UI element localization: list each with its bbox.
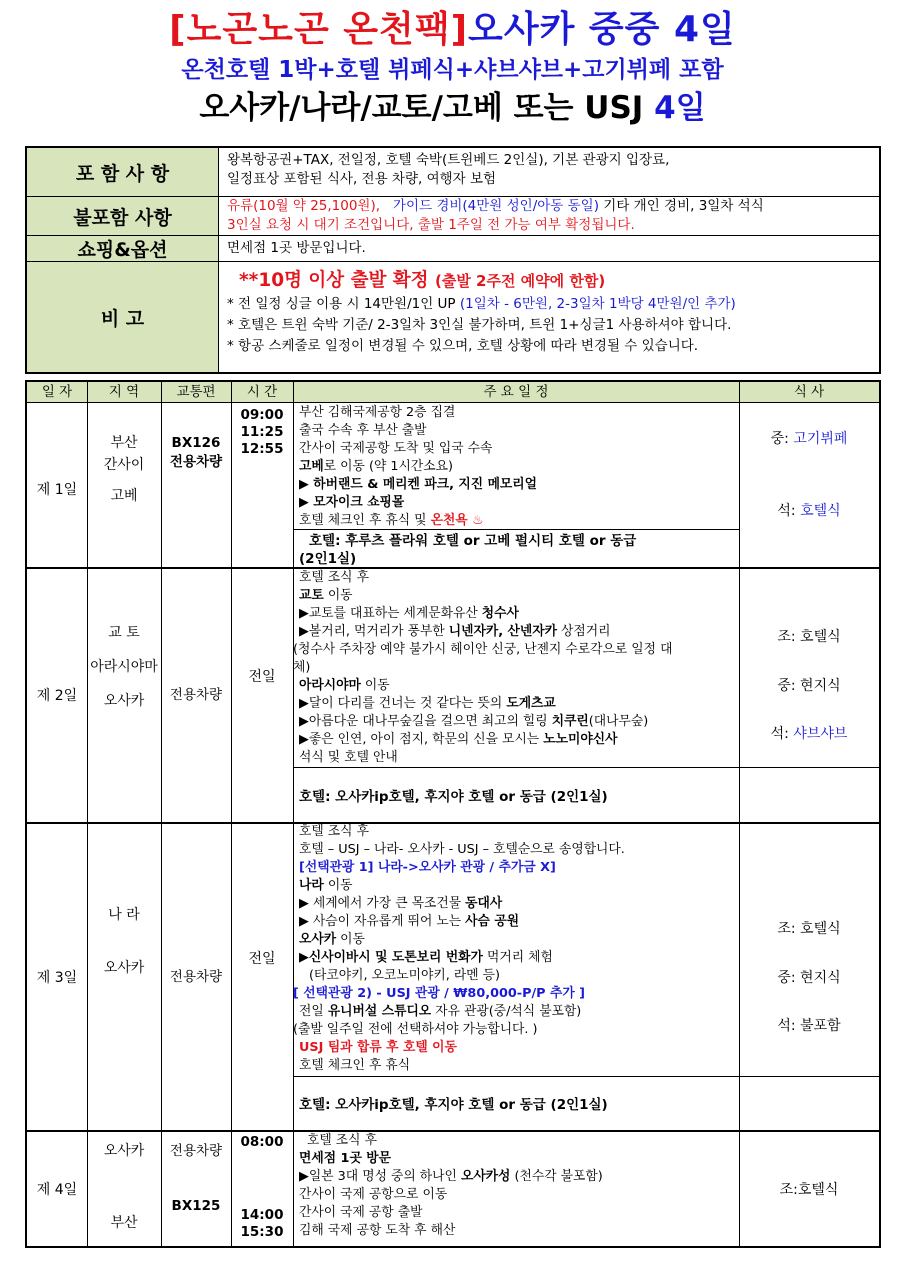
hotel-divider [293, 1076, 879, 1077]
day2-region-1: 교 토 [108, 625, 140, 641]
day2-region-3: 오사카 [103, 693, 145, 709]
header-meals: 식 사 [793, 384, 825, 400]
header-region: 지 역 [108, 384, 140, 400]
day1-meal-lunch: 중: 고기뷔페 [770, 431, 848, 447]
grid-line [161, 382, 162, 1246]
info-row-remarks [27, 262, 879, 372]
route-title [0, 88, 905, 128]
day3-hotel: 호텔: 오사카ip호텔, 후지야 호텔 or 동급 (2인1실) [299, 1097, 608, 1113]
title-package-name: [노곤노곤 온천팩] [169, 9, 469, 50]
day4-region-1: 오사카 [103, 1143, 145, 1159]
day-label: 제 3일 [36, 970, 78, 986]
header-time: 시 간 [246, 384, 278, 400]
day2-meal-lunch: 중: 현지식 [777, 678, 841, 694]
grid-line [87, 382, 88, 1246]
day2-time: 전일 [248, 669, 276, 685]
title-tour-name: 오사카 중중 4일 [468, 9, 736, 50]
day2-meal-breakfast: 조: 호텔식 [777, 629, 841, 645]
grid-line [231, 382, 232, 1246]
day4-itinerary: 호텔 조식 후 면세점 1곳 방문 ▶일본 3대 명성 중의 하나인 오사카성 (천수각 불포함) 간사이 국제 공항으로 이동 간사이 국제 공항 출발 김해 국제 공항 도착 후 해산 [299, 1133, 603, 1238]
included-label: 포 함 사 항 [27, 148, 219, 196]
day4-region-2: 부산 [110, 1215, 138, 1231]
day1-region-3: 고베 [110, 488, 138, 504]
day3-meal-lunch: 중: 현지식 [777, 970, 841, 986]
day3-region-1: 나 라 [108, 907, 140, 923]
hotel-divider [293, 767, 879, 768]
info-table [25, 146, 881, 374]
info-row-excluded [27, 197, 879, 236]
header-itinerary: 주 요 일 정 [483, 384, 549, 400]
day4-flight: BX125 [171, 1198, 221, 1214]
day3-time: 전일 [248, 951, 276, 967]
subtitle: 온천호텔 1박+호텔 뷔페식+샤브샤브+고기뷔페 포함 [181, 57, 724, 83]
grid-line [293, 382, 294, 1246]
day2-hotel: 호텔: 오사카ip호텔, 후지야 호텔 or 동급 (2인1실) [299, 789, 608, 805]
main-title [0, 8, 905, 52]
day3-meal-dinner: 석: 불포함 [777, 1018, 841, 1034]
day2-meal-dinner: 석: 샤브샤브 [770, 726, 848, 742]
page-header [0, 8, 905, 128]
info-row-shopping [27, 236, 879, 262]
day1-meal-dinner: 석: 호텔식 [777, 503, 841, 519]
day1-times: 09:00 11:25 12:55 [240, 407, 284, 457]
day1-hotel: 호텔: 후루츠 플라워 호텔 or 고베 펄시티 호텔 or 동급 (2인1실) [299, 533, 637, 567]
included-content: 왕복항공권+TAX, 전일정, 호텔 숙박(트윈베드 2인실), 기본 관광지 입장료, 일정표상 포함된 식사, 전용 차량, 여행자 보험 [227, 152, 670, 187]
shopping-label: 쇼핑&옵션 [27, 236, 219, 261]
header-day: 일 자 [41, 384, 73, 400]
excluded-label: 불포함 사항 [27, 197, 219, 235]
route-cities: 오사카/나라/교토/고베 또는 USJ [199, 90, 644, 126]
day1-flight: BX126 [171, 435, 221, 451]
info-row-included [27, 148, 879, 197]
day2-vehicle: 전용차량 [169, 687, 223, 703]
day3-itinerary: 호텔 조식 후 호텔 – USJ – 나라- 오사카 - USJ – 호텔순으로 송영합니다. [선택관광 1] 나라->오사카 관광 / 추가금 X] 나라 이동 ▶ 세계에서 가장 큰 목조건물 동대사 ▶ 사슴이 자유롭게 뛰어 노는 사슴 공원 오사카 이동 ▶신사이바시 및 도톤보리 번화가 먹거리 체험 (타코야키, 오코노미야키, 라멘 등) [ 선택관광 2) - USJ 관광 / ₩80,000-P/P 추가 ] 전일 유니버설 스튜디오 자유 관광(중/석식 불포함) (출발 일주일 전에 선택하셔야 가능합니다. ) USJ 팀과 합류 후 호텔 이동 호텔 체크인 후 휴식 [293, 824, 625, 1073]
day2-itinerary: 호텔 조식 후 교토 이동 ▶교토를 대표하는 세계문화유산 청수사 ▶볼거리, 먹거리가 풍부한 니넨자카, 산넨자카 상점거리 (청수사 주차장 예약 불가시 헤이안 신궁, 난젠지 수로각으로 일정 대 체) 아라시야마 이동 ▶달이 다리를 건너는 것 같다는 뜻의 도게츠교 ▶아름다운 대나무숲길을 걸으면 최고의 힐링 치쿠린(대나무숲) ▶좋은 인연, 아이 점지, 학문의 신을 모시는 노노미야신사 석식 및 호텔 안내 [293, 570, 673, 765]
excluded-content: 유류(10월 약 25,100원), 가이드 경비(4만원 성인/아동 동일) 기타 개인 경비, 3일차 석식 3인실 요청 시 대기 조건입니다, 출발 1주일 전 가능 여부 확정됩니다. [227, 198, 764, 233]
remarks-label: 비 고 [27, 262, 219, 372]
header-transport: 교통편 [176, 384, 216, 400]
departure-guarantee: **10명 이상 출발 확정 (출발 2주전 예약에 한함) [239, 270, 606, 291]
day3-meal-breakfast: 조: 호텔식 [777, 921, 841, 937]
day4-time-2: 14:00 15:30 [240, 1207, 284, 1240]
day1-itinerary: 부산 김해국제공항 2층 집결 출국 수속 후 부산 출발 간사이 국제공항 도착 및 입국 수속 고베로 이동 (약 1시간소요) ▶ 하버랜드 & 메리켄 파크, 지진 메모리얼 ▶ 모자이크 쇼핑몰 호텔 체크인 후 휴식 및 온천욕 ♨ [299, 405, 538, 528]
schedule-table [25, 380, 881, 1248]
day-label: 제 4일 [36, 1182, 78, 1198]
day4-vehicle: 전용차량 [169, 1143, 223, 1159]
remarks-content: **10명 이상 출발 확정 (출발 2주전 예약에 한함) * 전 일정 싱글 이용 시 14만원/1인 UP (1일차 - 6만원, 2-3일차 1박당 4만원/인 추가) * 호텔은 트윈 숙박 기준/ 2-3일차 3인실 불가하며, 트윈 1+싱글1 사용하셔야 합니다. * 항공 스케줄로 일정이 변경될 수 있으며, 호텔 상황에 따라 변경될 수 있습니다. [227, 268, 873, 356]
route-days: 4일 [654, 90, 706, 126]
day4-meal-breakfast: 조:호텔식 [779, 1182, 839, 1198]
day4-time-1: 08:00 [240, 1134, 284, 1150]
day1-region-2: 간사이 [103, 457, 145, 473]
day1-vehicle: 전용차량 [169, 454, 223, 470]
day3-vehicle: 전용차량 [169, 969, 223, 985]
schedule-header [27, 382, 879, 403]
day-label: 제 2일 [36, 688, 78, 704]
day2-region-2: 아라시야마 [90, 659, 158, 675]
day1-region-1: 부산 [110, 435, 138, 451]
shopping-content: 면세점 1곳 방문입니다. [227, 240, 366, 256]
day-label: 제 1일 [36, 482, 78, 498]
day3-region-2: 오사카 [103, 960, 145, 976]
